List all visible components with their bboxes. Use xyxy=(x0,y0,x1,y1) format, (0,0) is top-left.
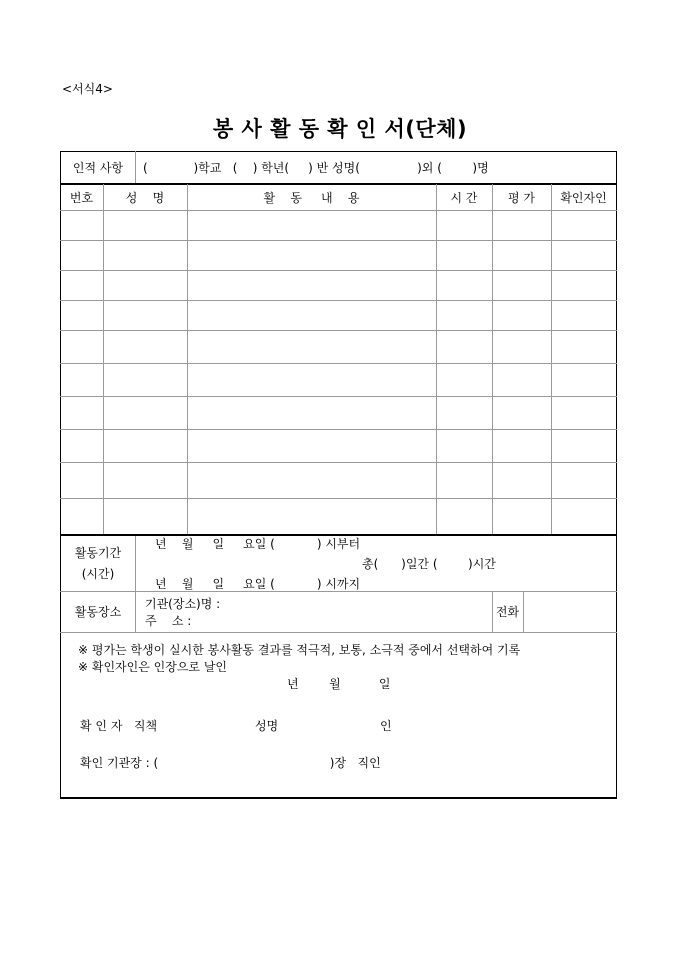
column-header-number: 번호 xyxy=(69,191,94,205)
column-header-evaluation: 평 가 xyxy=(508,191,535,205)
confirmer-position[interactable]: 확 인 자 직책 xyxy=(80,719,158,733)
place-label: 활동장소 xyxy=(74,605,122,619)
institution-head[interactable]: 확인 기관장 : ( )장 직인 xyxy=(80,756,381,770)
confirmer-seal-mark: 인 xyxy=(380,719,392,733)
column-header-name: 성 명 xyxy=(125,191,165,205)
form-number: <서식4> xyxy=(62,82,113,96)
column-header-activity: 활 동 내 용 xyxy=(263,191,360,205)
document-title: 봉 사 활 동 확 인 서(단체) xyxy=(212,117,468,141)
period-total[interactable]: 총( )일간 ( )시간 xyxy=(362,557,496,571)
place-phone-label: 전화 xyxy=(495,605,520,619)
confirmation-date[interactable]: 년 월 일 xyxy=(287,677,391,691)
place-org-name[interactable]: 기관(장소)명 : xyxy=(145,597,221,611)
confirmer-name-label[interactable]: 성명 xyxy=(255,719,279,733)
place-address[interactable]: 주 소 : xyxy=(145,614,192,628)
personal-info-fields[interactable]: ( )학교 ( ) 학년( ) 반 성명( )외 ( )명 xyxy=(143,161,489,175)
period-label-line2: (시간) xyxy=(81,567,115,581)
note-evaluation: ※ 평가는 학생이 실시한 봉사활동 결과를 적극적, 보통, 소극적 중에서 선택하여 기록 xyxy=(78,643,521,657)
period-label-line1: 활동기간 xyxy=(74,546,122,560)
personal-info-label: 인적 사항 xyxy=(72,161,124,175)
period-to[interactable]: 년 월 일 요일 ( ) 시까지 xyxy=(155,577,361,591)
period-from[interactable]: 년 월 일 요일 ( ) 시부터 xyxy=(155,537,361,551)
note-seal: ※ 확인자인은 인장으로 날인 xyxy=(78,660,228,674)
column-header-hours: 시 간 xyxy=(450,191,478,205)
column-header-confirmer-seal: 확인자인 xyxy=(560,191,607,205)
